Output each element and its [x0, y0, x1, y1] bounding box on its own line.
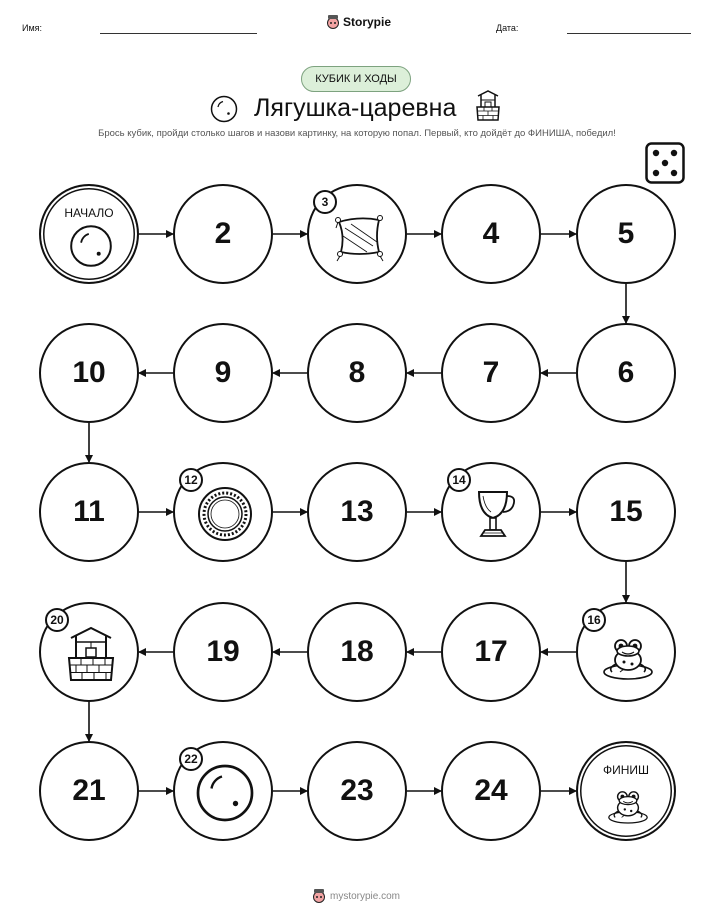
board-cell-25 — [576, 741, 676, 841]
cell-number: 21 — [72, 774, 106, 807]
pillow-icon — [329, 206, 389, 271]
board-cell-12 — [173, 462, 273, 562]
page-title: Лягушка-царевна — [254, 94, 457, 122]
name-label: Имя: — [22, 23, 43, 33]
frog-icon — [604, 779, 652, 832]
cell-number: 8 — [348, 356, 366, 389]
board-cell-4 — [441, 184, 541, 284]
cell-number: 18 — [340, 635, 374, 668]
cell-number: 11 — [73, 495, 105, 528]
cell-number-badge: 12 — [179, 468, 203, 492]
board-cell-11 — [39, 462, 139, 562]
cell-number-badge: 22 — [179, 747, 203, 771]
board-cell-3 — [307, 184, 407, 284]
brand-name: Storypie — [343, 15, 392, 29]
board-cell-2 — [173, 184, 273, 284]
finish-label: ФИНИШ — [602, 763, 650, 777]
pearl-icon — [69, 224, 113, 273]
cell-number-badge: 16 — [582, 608, 606, 632]
board-cell-6 — [576, 323, 676, 423]
cell-number: 7 — [482, 356, 500, 389]
board-cell-14 — [441, 462, 541, 562]
cell-number: 4 — [482, 217, 500, 250]
board-cell-24 — [441, 741, 541, 841]
board-cell-5 — [576, 184, 676, 284]
mascot-icon — [312, 888, 326, 904]
board-cell-7 — [441, 323, 541, 423]
cell-number: 24 — [474, 774, 508, 807]
pearl-icon — [195, 763, 255, 828]
board-cell-16 — [576, 602, 676, 702]
cell-number-badge: 20 — [45, 608, 69, 632]
board-cell-8 — [307, 323, 407, 423]
board-cell-20 — [39, 602, 139, 702]
start-label: НАЧАЛО — [64, 206, 114, 220]
board-cell-13 — [307, 462, 407, 562]
board-cell-21 — [39, 741, 139, 841]
cell-number: 13 — [340, 495, 374, 528]
cell-number: 23 — [340, 774, 374, 807]
goblet-icon — [463, 484, 523, 549]
cell-number: 19 — [206, 635, 240, 668]
board-cell-18 — [307, 602, 407, 702]
cell-number: 10 — [72, 356, 106, 389]
well-icon — [61, 624, 121, 689]
cell-number: 17 — [474, 635, 508, 668]
board-cell-17 — [441, 602, 541, 702]
board-cell-23 — [307, 741, 407, 841]
board-cell-15 — [576, 462, 676, 562]
cell-number-badge: 3 — [313, 190, 337, 214]
cell-number: 6 — [617, 356, 635, 389]
board-cell-22 — [173, 741, 273, 841]
cell-number: 5 — [617, 217, 635, 250]
board-cell-1 — [39, 184, 139, 284]
instructions-text: Брось кубик, пройди столько шагов и назови картинку, на которую попал. Первый, кто дойдёт до ФИНИША, победил! — [98, 128, 616, 139]
cell-number-badge: 14 — [447, 468, 471, 492]
frog-icon — [598, 624, 658, 689]
board-cell-9 — [173, 323, 273, 423]
footer — [312, 888, 400, 904]
footer-url: mystorypie.com — [330, 890, 401, 902]
cell-number: 15 — [609, 495, 643, 528]
activity-tag: КУБИК И ХОДЫ — [301, 66, 411, 92]
plate-icon — [195, 484, 255, 549]
board-cell-19 — [173, 602, 273, 702]
cell-number: 2 — [214, 217, 232, 250]
date-label: Дата: — [496, 23, 519, 33]
cell-number: 9 — [214, 356, 232, 389]
board-cell-10 — [39, 323, 139, 423]
